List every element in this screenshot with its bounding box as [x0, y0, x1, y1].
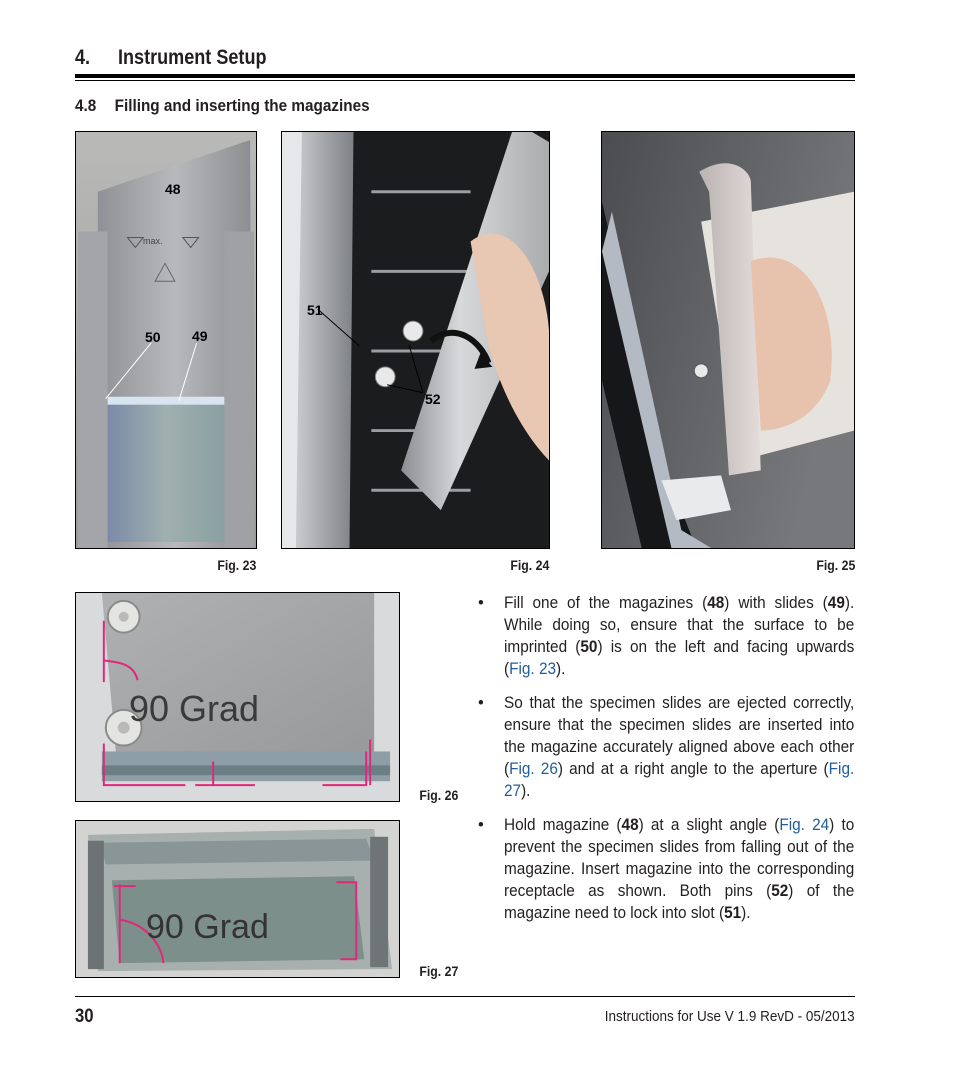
- instruction-text: [504, 592, 854, 680]
- chapter-title: Instrument Setup: [118, 46, 267, 69]
- figure-reference-link[interactable]: Fig. 26: [509, 760, 558, 778]
- instruction-item: [478, 814, 856, 924]
- text-run: ) at a slight angle (: [638, 816, 780, 834]
- text-run: ) to prevent the specimen slides from falling out of the magazine. Insert magazine into the corresponding receptacle as shown. Both pins (: [504, 816, 855, 900]
- figure-26-engraving: 90 Grad: [129, 688, 260, 729]
- text-run: ). While doing so, ensure that the surface to be imprinted (: [504, 594, 855, 656]
- text-run: Fill one of the magazines (: [504, 594, 708, 612]
- figure-23-caption: Fig. 23: [216, 557, 256, 573]
- figure-23-callout-48: 48: [165, 181, 181, 197]
- figure-reference-link[interactable]: Fig. 27: [504, 760, 855, 800]
- figure-27-engraving: 90 Grad: [146, 908, 269, 946]
- text-run: ).: [741, 904, 751, 922]
- figure-27-caption: Fig. 27: [418, 963, 458, 979]
- figure-24-caption: Fig. 24: [509, 557, 549, 573]
- figure-25-photo: [601, 131, 855, 549]
- item-number: 48: [621, 816, 639, 834]
- figure-24-callout-52: 52: [425, 391, 441, 407]
- page-number: 30: [75, 1006, 94, 1027]
- text-run: ) is on the left and facing upwards (: [504, 638, 855, 678]
- figure-26-caption: Fig. 26: [418, 787, 458, 803]
- item-number: 50: [580, 638, 598, 656]
- bullet-marker: •: [478, 694, 484, 712]
- figure-24-callout-51: 51: [307, 302, 323, 318]
- figure-23-callout-50: 50: [145, 329, 161, 345]
- text-run: So that the specimen slides are ejected correctly, ensure that the specimen slides are inserted into the magazine accurately aligned above each other (: [504, 694, 855, 778]
- instruction-list: [478, 592, 856, 936]
- text-run: Hold magazine (: [504, 816, 622, 834]
- text-run: ) and at a right angle to the aperture (: [557, 760, 829, 778]
- chapter-heading: [75, 46, 746, 74]
- section-number: 4.8: [75, 96, 97, 115]
- instruction-text: [504, 692, 854, 802]
- header-rule-thin: [75, 80, 855, 81]
- item-number: 48: [707, 594, 725, 612]
- item-number: 51: [724, 904, 742, 922]
- text-run: ) of the magazine need to lock into slot (: [504, 882, 855, 922]
- figure-reference-link[interactable]: Fig. 23: [509, 660, 557, 678]
- figure-23-callout-49: 49: [192, 328, 208, 344]
- item-number: 49: [827, 594, 845, 612]
- figure-reference-link[interactable]: Fig. 24: [779, 816, 830, 834]
- figure-27-photo: [75, 820, 400, 978]
- text-run: ) with slides (: [724, 594, 828, 612]
- section-title: Filling and inserting the magazines: [114, 96, 370, 115]
- item-number: 52: [771, 882, 789, 900]
- chapter-number: 4.: [75, 46, 91, 69]
- text-run: ).: [521, 782, 531, 800]
- instruction-text: [504, 814, 854, 924]
- figure-24-photo: [281, 131, 550, 549]
- instruction-item: [478, 692, 856, 802]
- bullet-marker: •: [478, 594, 484, 612]
- footer-rule: [75, 996, 855, 997]
- figure-23-engraving: max.: [143, 236, 163, 246]
- bullet-marker: •: [478, 816, 484, 834]
- document-info: Instructions for Use V 1.9 RevD - 05/2013: [605, 1008, 855, 1025]
- header-rule-thick: [75, 74, 855, 78]
- instruction-item: [478, 592, 856, 680]
- figure-25-caption: Fig. 25: [815, 557, 855, 573]
- section-heading: [75, 96, 370, 116]
- text-run: ).: [556, 660, 566, 678]
